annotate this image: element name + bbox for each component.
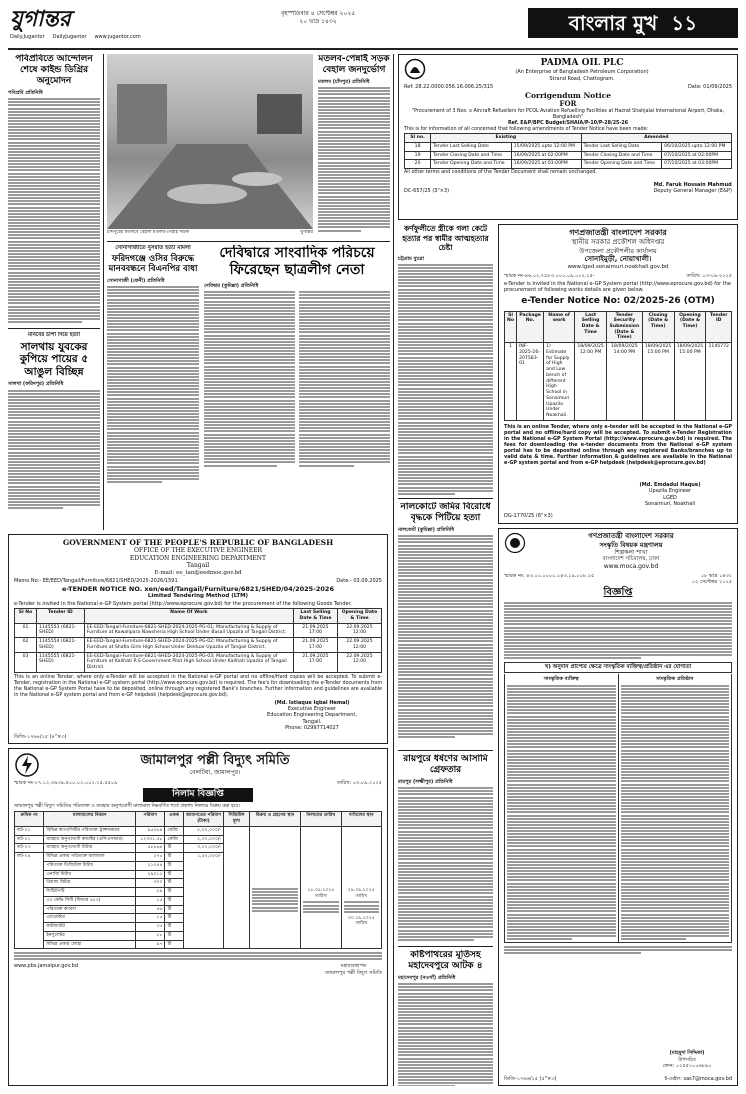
place: সোনাইমুড়ী, নোয়াখালী। — [584, 254, 652, 263]
column-rule — [103, 54, 104, 530]
memo-no: স্মারক নং: ৪৩.০০.০০০০.১৪৩.১৯.০০৮.২৫ — [504, 572, 595, 579]
signatory-dept: LGED — [663, 494, 677, 501]
cell: 22.09.2025 12:00 — [337, 652, 381, 672]
cell: বিভিন্ন প্রকার লোহা — [44, 940, 136, 949]
notice-heading: Corrigendum Notice — [525, 91, 611, 100]
table-row — [405, 142, 732, 151]
memo-no: স্মারক নং-৪৬.০২.৭৫৮৩.০০০.০৯.০০২.২৫- — [504, 272, 595, 279]
notice-desc: "Procurement of 3 Nos. x Aircraft Refuellers for PCOL Aviation Refuelling Facilities at Hazrat Shahjalal International Airport, Dhaka, Bangladesh" — [411, 109, 725, 121]
facebook-handle[interactable]: Daily.Jugantor — [10, 34, 45, 40]
intro: e-Tender is invited in the National e-GP System portal (http://www.eprocure.gov.bd) for the procurement of the following Goods Tender. — [14, 601, 352, 607]
col-header: Name of work — [544, 311, 575, 343]
headline: রায়পুরে ধর্ষণের আসামি গ্রেফতার — [403, 754, 488, 775]
body-text: This is an online Tender, where only e-tender will be accepted in the National e-GP portal and no offline/hard copy will be accepted. To submit e-Tender Registration in the National e-GP System Portal (http://www.eprocure.gov.bd) is required. The fees for downloading the e-tender documents from the National e-GP system portal has to be deposited online through any registered Banks/branches up to valid date & time. Further information & guidelines are available in the National e-GP system portal and from e-GP helpdesk (helpdesk@eprocure.gov.bd) — [504, 423, 732, 467]
col-header: Existing — [431, 134, 581, 143]
gov-emblem-icon — [504, 532, 526, 554]
signatory-name: Md. Faruk Hossain Mahmud — [653, 181, 732, 188]
ad-eed-tangail — [8, 534, 388, 744]
col-header: ক্রমিক নং — [15, 812, 44, 826]
cell: ৭৯০১১ — [136, 870, 165, 879]
notes-text — [504, 946, 732, 954]
article-raipur — [398, 754, 493, 944]
website-link[interactable]: www.pbs.jamalpur.gov.bd — [14, 963, 78, 970]
table-row — [405, 160, 732, 169]
article-saltha — [8, 332, 100, 532]
cell: Tender Last Selling Date — [431, 142, 512, 151]
cell: 21.09.2025 17:00 — [293, 652, 337, 672]
cell: ২,০০,০০০/- — [183, 835, 223, 844]
col-header: বিক্রয় ও গ্রহণের স্থান — [249, 812, 300, 826]
cell: ৯৫০৬৪ — [136, 826, 165, 835]
cell: ইনসুলেটর — [44, 931, 136, 940]
open-date: ৩০.০৯.২০২৫ তারিখ — [347, 915, 375, 927]
date-gregorian: বৃহস্পতিবার ৪ সেপ্টেম্বর ২০২৫ — [280, 10, 356, 17]
memo-date: তারিখ: ০৩.০৯.২০২৫ — [336, 780, 382, 786]
col-header: Tender Security Submission (Date & Time) — [607, 311, 643, 343]
cell: EE-EED-Tangail-Furniture-6821-SHED-2024-2025-PG-03; Manufacturing & Supply of Furniture at Kalihati R.S Government Pilot High School Under Kalihati Upazila of Tangail District. — [84, 652, 293, 672]
photo-caption: চাঁদপুরের মতলবে বেহাল মতলব-পেন্নাই সড়ক — [107, 230, 189, 235]
website[interactable]: www.lged.sonaimuri.noakhali.gov.bd — [567, 263, 669, 270]
table-row — [405, 151, 732, 160]
cell: টি — [165, 931, 183, 940]
notice-ref: Ref. E&P/BPC Budget/SHAIA/P-10/P-28/25-26 — [507, 121, 629, 127]
date-bangla: ২০ ভাদ্র ১৪৩২ — [299, 17, 337, 25]
email: ই-মেইল: sas7@moca.gov.bd — [664, 1075, 732, 1082]
table-row — [15, 623, 382, 637]
cell: ৯৭ — [136, 940, 165, 949]
cell: EE-EED-Tangail-Furniture-6821-SHED-2024-2025-PG-02; Manufacturing & Supply of Furniture at Shafia Girls High School Under Delduar Upazila of Tangail District. — [84, 638, 293, 652]
col-header: পরিমাণ — [136, 812, 165, 826]
cell: 1145555 (6821-SHED) — [37, 652, 85, 672]
col-header: একক — [165, 812, 183, 826]
cell: 16/09/2025 at 03:00PM — [511, 160, 581, 169]
col-header: সিডিউল মূল্য — [224, 812, 250, 826]
headline: কর্ণফুলীতে স্ত্রীকে গলা কেটে হত্যার পর স্বামীর আত্মহত্যার চেষ্টা — [402, 224, 489, 252]
cell: টি — [165, 853, 183, 862]
byline: পবিপ্রবি প্রতিনিধি — [8, 90, 43, 96]
cell: টি — [165, 896, 183, 905]
cell: ৩৩ কেভি সিটি (ফিডার ৪৮০) — [44, 896, 136, 905]
col-header: Opening (Date & Time) — [674, 311, 706, 343]
photo-caption-bar — [107, 230, 313, 238]
cell: ৮৮ — [136, 931, 165, 940]
signatory-org: জামালপুর পল্লী বিদ্যুৎ সমিতি — [325, 969, 382, 976]
cell: বিভিন্ন ক্যাপাসিটির পরিত্যক্ত ট্রান্সফরমার — [44, 826, 136, 835]
article-nalkot — [398, 502, 493, 748]
col-header: সাংস্কৃতিক ব্যক্তিত্ব — [543, 676, 579, 683]
photo-illustration — [107, 54, 313, 229]
col-header: নিলামের তারিখ — [301, 812, 341, 826]
signatory-place: Tangail. — [302, 718, 322, 725]
date-line — [248, 10, 388, 32]
dept-title: সংস্কৃতি বিষয়ক মন্ত্রণালয় — [599, 540, 663, 549]
signatory-title: Executive Engineer — [287, 706, 337, 712]
headline: পবিপ্রবিতে আন্দোলন শেষে কাইন্ড ডিগ্রির অনুমোদন — [15, 54, 93, 86]
cell: Tender Last Selling Date — [581, 142, 662, 151]
body-text — [398, 535, 493, 738]
byline: চট্টগ্রাম ব্যুরো — [398, 255, 425, 262]
cell: Tender Closing Date and Time — [581, 151, 662, 160]
byline: মতলব (চাঁদপুর) প্রতিনিধি — [318, 79, 370, 85]
masthead — [8, 6, 738, 46]
cell: 15/09/2025 upto 12:00 PM — [511, 142, 581, 151]
cell: ৫৬ — [136, 905, 165, 914]
phone: Phone: 02997714027 — [285, 724, 339, 731]
col-header: Sl No — [15, 609, 37, 623]
cell: 07/10/2025 at 03:00PM — [662, 160, 732, 169]
body-text: This is an online Tender, where only e-Tender will be accepted in the National e-GP portal and no offline/Hard copies will be accepted. To submit e-Tender, registration in the National e-GP system portal (http://www.eprocure.gov.bd) is required. The fee's for downloading the e-Tender documents from the National e-GP System Portal have to be deposited, online through any registered Bank's branches. Further information and guidelines are available in the National e-GP system portal and from e-GP helpdesk (helpdesk@eprocure.gov.bd). — [14, 674, 382, 698]
cell: টি — [165, 870, 183, 879]
byline: রায়পুর (লক্ষ্মীপুর) প্রতিনিধি — [398, 779, 453, 785]
ad-jamalpur-pbs — [8, 748, 388, 1086]
cell: 21.09.2025 17:00 — [293, 638, 337, 652]
signatory-place: Sonaimuri, Noakhali — [644, 500, 696, 507]
cell: ডিমান্ড মিটার — [44, 879, 136, 888]
cell — [341, 826, 381, 948]
cell: 01 — [15, 623, 37, 637]
notice-heading: নিলাম বিজ্ঞপ্তি — [143, 788, 253, 801]
signatory-name: (Md. Istiaque Iqbal Hemal) — [274, 699, 350, 706]
ad-culture-ministry — [498, 528, 738, 1086]
method: Limited Tendering Method (LTM) — [147, 593, 249, 600]
col-header: Name Of Work — [84, 609, 293, 623]
company-sub1: (An Enterprise of Bangladesh Petroleum Corporation) — [515, 69, 649, 76]
byline: মহাদেবপুর (নওগাঁ) প্রতিনিধি — [398, 975, 456, 981]
section-title: বাংলার মুখ — [568, 10, 658, 35]
cell: ৩০০ — [136, 879, 165, 888]
date-bangla: ১৮ ভাদ্র ১৪৩২ — [700, 572, 732, 579]
cell: 02 — [15, 638, 37, 652]
body-text — [8, 390, 100, 510]
org-sub: বেলটিয়া, জামালপুর। — [189, 769, 241, 777]
website[interactable]: www.moca.gov.bd — [603, 563, 659, 571]
column-rule — [393, 54, 394, 1086]
dept-title: স্থানীয় সরকার প্রকৌশল অধিদপ্তর — [571, 238, 665, 246]
cell: লট-০৪ — [15, 853, 44, 949]
corrigendum-table — [404, 133, 732, 169]
cell: লট-০৩ — [15, 844, 44, 853]
intro-text — [504, 602, 732, 660]
cell: 1145554 (6821-SHED) — [37, 638, 85, 652]
kicker: সোনাগাজীতে নুসরাত হত্যা মামলা — [115, 245, 191, 251]
headline: ফরিদগঞ্জে ওসির বিরুদ্ধে মানববন্ধনে বিএনপির বাধা — [108, 253, 198, 275]
cell: 07/10/2025 at 02:00PM — [662, 151, 732, 160]
cell: কেজি — [165, 826, 183, 835]
article-matlab — [318, 54, 390, 240]
cell: টি — [165, 844, 183, 853]
cell: ১৫ — [136, 896, 165, 905]
cell: 18/09/2025 15:00 PM — [642, 343, 674, 421]
dept-title: EDUCATION ENGINEERING DEPARTMENT — [129, 554, 267, 562]
cell: টি — [165, 861, 183, 870]
cell: 1 — [505, 343, 517, 421]
divider — [8, 328, 100, 329]
cell: 18/09/2025 15:00 PM — [674, 343, 706, 421]
notice-title: e-Tender Notice No: 02/2025-26 (OTM) — [521, 296, 715, 307]
section-title: খ) অনুদান প্রাপ্যের ক্ষেত্রে সাংস্কৃতিক ব্যক্তিত্ব/প্রতিষ্ঠান এর যোগ্যতা — [504, 662, 732, 673]
cell — [301, 826, 341, 948]
padma-logo-icon — [404, 58, 426, 80]
cell: Tender Opening Date and Time — [431, 160, 512, 169]
cell: ব্যবহার অনুপযোগী মিটার — [44, 844, 136, 853]
dg-code: ডিজি-১৭৬৮/২৫ (৪"×৩) — [14, 733, 67, 740]
signatory-title: Upazila Engineer — [648, 488, 692, 495]
cell: 03 — [15, 652, 37, 672]
email: E-mail: ee_tan@eedmoe.gov.bd — [154, 569, 242, 576]
masthead-logo: যুগান্তর — [10, 6, 71, 32]
dg-code: ডিজি-১৭৬৬/২৫ (৫"×৩) — [504, 1075, 557, 1082]
body-text — [398, 787, 493, 941]
cell: টি — [165, 888, 183, 897]
notice-for: FOR — [559, 99, 577, 109]
body-text-col2 — [299, 291, 390, 466]
col-header: জামানতের পরিমাণ (টাকা) — [183, 812, 223, 826]
cell: বিভিন্ন প্রকার পরিত্যক্ত মালামাল — [44, 853, 136, 862]
photo-credit: যুগান্তর — [300, 230, 313, 235]
col-header: Tender ID — [706, 311, 732, 343]
notice-no: e-TENDER NOTICE NO. xen/eed/Tangail/Furniture/6821/SHED/04/2025-2026 — [62, 585, 334, 593]
ref-date: Date: 01/09/2025 — [687, 83, 732, 90]
memo-date: তারিখ: ০৩-০৯-২০২৫ — [686, 272, 732, 279]
cell: এনার্জি মিটার — [44, 870, 136, 879]
cell: Tender Opening Date and Time — [581, 160, 662, 169]
cell: 1) Estimate for Supply of High and Low bench of different High School in Sonaimuri Upazila Under Noakhali. — [544, 343, 575, 421]
cell: 18/09/2025 14:00 PM — [607, 343, 643, 421]
cell: লট-০২ — [15, 835, 44, 844]
office-title: OFFICE OF THE EXECUTIVE ENGINEER — [134, 547, 262, 555]
byline: নালকোট (কুমিল্লা) প্রতিনিধি — [398, 527, 455, 533]
cell: কাটআউট — [44, 923, 136, 932]
dg-code: DG-1770/25 (6"×3) — [504, 512, 553, 519]
masthead-rule — [8, 48, 738, 50]
col-header: Last Selling Date & Time — [293, 609, 337, 623]
cell: এ্যারেস্টার — [44, 914, 136, 923]
address: বাংলাদেশ সচিবালয়, ঢাকা — [602, 556, 660, 563]
cell: 16/09/2025 at 02:00PM — [511, 151, 581, 160]
cell: ব্যবহার অনুপযোগী কন্ডাক্টর (এসিএসআর) — [44, 835, 136, 844]
headline: কষ্টিপাথরের মূর্তিসহ মহাদেবপুরে আটক ৪ — [408, 950, 483, 971]
headline: সালথায় যুবকের কুপিয়ে পায়ের ৫ আঙুল বিচ্ছিন্ন — [19, 340, 89, 378]
gov-title: গণপ্রজাতন্ত্রী বাংলাদেশ সরকার — [569, 228, 667, 237]
cell: কেজি — [165, 835, 183, 844]
phone: ফোন: ০২৫৫১০০৬৮৯০ — [662, 1062, 712, 1069]
website-link[interactable]: www.jugantor.com — [94, 34, 141, 40]
cell: 18 — [405, 142, 431, 151]
intro: e-Tender is Invited in the National e-GP System portal (http://www.eprocure.gov.bd) for the procurement of following works details are given below. — [504, 280, 731, 293]
divider — [398, 946, 493, 947]
page-number: ১১ — [671, 10, 698, 35]
notice-heading: বিজ্ঞপ্তি — [603, 587, 633, 599]
auction-date: ২৮.০৯.২০২৫ তারিখ — [307, 887, 335, 899]
gov-title: GOVERNMENT OF THE PEOPLE'S REPUBLIC OF BANGLADESH — [62, 538, 334, 547]
cell: INF-2025-26-207583-01 — [517, 343, 544, 421]
org-title: জামালপুর পল্লী বিদ্যুৎ সমিতি — [140, 753, 290, 769]
col-header: Last Selling Date & Time — [575, 311, 607, 343]
ref-no: Ref: 28.22.0000.056.16.006.25/315 — [404, 83, 494, 90]
footer-text: All other terms and conditions of the Tender Document shall remain unchanged. — [404, 170, 597, 175]
cell: সিটি/পিটি — [44, 888, 136, 897]
pbs-logo-icon — [14, 752, 40, 778]
body-text — [8, 98, 100, 323]
dc-code: DC-657/25 (3"×3) — [404, 188, 450, 195]
cell: ২৯ — [136, 888, 165, 897]
divider — [398, 498, 493, 499]
signatory-title: উপসচিব — [678, 1056, 696, 1063]
body-text-col1 — [204, 291, 295, 466]
cell: 21.09.2025 17:00 — [293, 623, 337, 637]
section-banner — [528, 8, 738, 38]
intro: জামালপুর পল্লী বিদ্যুৎ সমিতির পরিত্যক্ত ও ব্যবহার অনুপযোগী মালামাল নিম্নবর্ণিত শর্তে প্রকাশ্য নিলামে বিক্রয় করা হবে। — [14, 803, 240, 809]
cell: ৩,০০,০০০/- — [183, 844, 223, 853]
cell: 18/09/2025 12:00 PM — [575, 343, 607, 421]
cell: ৫৮৮৬৪ — [136, 844, 165, 853]
cell: 20 — [405, 160, 431, 169]
cell: টি — [165, 914, 183, 923]
kicker: মানবের চাপা দিয়ে হত্যা — [28, 332, 80, 338]
article-debidwar — [204, 245, 390, 530]
cell — [224, 826, 250, 948]
terms-text — [14, 952, 382, 960]
ad-lged-sonaimuri — [498, 224, 738, 524]
info-text: This is for information of all concerned that following amendments of Tender Notice have been made: — [404, 127, 649, 133]
article-karnaphuli — [398, 224, 493, 496]
criteria-list — [621, 685, 730, 941]
tender-table — [14, 608, 382, 673]
col-header: Tender ID — [37, 609, 85, 623]
cell: 1145772 — [706, 343, 732, 421]
col-header: দাখিলের স্থান — [341, 812, 381, 826]
headline: নালকোটে জমির বিরোধে বৃদ্ধকে পিটিয়ে হত্যা — [400, 502, 491, 523]
byline: সোনাগাজী (ফেনী) প্রতিনিধি — [107, 277, 165, 284]
body-text — [107, 286, 199, 483]
branch: শিল্পকলা শাখা — [614, 548, 648, 556]
cell: টি — [165, 940, 183, 949]
byline: সালথা (ফরিদপুর) প্রতিনিধি — [8, 381, 64, 388]
cell: টি — [165, 905, 183, 914]
article-mohadevpur — [398, 950, 493, 1086]
headline: মতলব-পেন্নাই সড়ক বেহাল জনদুর্ভোগ — [318, 54, 390, 75]
article-pabipraby — [8, 54, 100, 324]
date-gregorian: ০২ সেপ্টেম্বর ২০২৫ — [691, 579, 732, 585]
company-sub2: Strand Road, Chattogram. — [549, 75, 615, 82]
article-sonagazi — [107, 245, 199, 530]
cell: ২৫ — [136, 914, 165, 923]
twitter-handle[interactable]: DailyJugantor — [52, 34, 87, 40]
body-text — [398, 983, 493, 1086]
cell: Tender Closing Date and Time — [431, 151, 512, 160]
cell: ১,৫০,০০০/- — [183, 853, 223, 949]
col-header: Closing (Date & Time) — [642, 311, 674, 343]
col-header: Sl no. — [405, 134, 431, 143]
col-header: সাংস্কৃতিক প্রতিষ্ঠান — [655, 676, 694, 683]
signatory-dept: Education Engineering Department, — [267, 712, 357, 719]
memo-no: Memo No:- EE/EED/Tangail/Furniture/6821/SHED/2025-2026/1591 — [14, 577, 178, 584]
auction-table — [14, 811, 382, 949]
company-title: PADMA OIL PLC — [540, 58, 624, 68]
cell: ২১০৪৪ — [136, 861, 165, 870]
cell: ৩৫ — [136, 923, 165, 932]
table-row — [15, 826, 382, 835]
table-row — [15, 638, 382, 652]
byline: দেবিদ্বার (কুমিল্লা) প্রতিনিধি — [204, 283, 259, 289]
cell: ৫,০০,০০০/- — [183, 826, 223, 835]
cell: পরিত্যক্ত ডিজিটাল মিটার — [44, 861, 136, 870]
ad-padma-oil — [398, 54, 738, 220]
table-row — [505, 343, 732, 421]
signatory-name: (মাহমুদা সিদ্দিকা) — [669, 1050, 705, 1057]
criteria-list — [507, 685, 616, 941]
cell: লট-০১ — [15, 826, 44, 835]
tender-table — [504, 311, 732, 421]
memo-no: স্মারক নং-২৭.১২.৩৯৩৯.৫০০.০২.০০২.২৫.৫৫০৯ — [14, 780, 118, 786]
divider — [398, 750, 493, 751]
submit-date: ২৯.০৯.২০২৫ তারিখ — [347, 887, 375, 899]
cell: টি — [165, 879, 183, 888]
signatory-name: (Md. Emdadul Haque) — [639, 482, 701, 488]
cell: 19 — [405, 151, 431, 160]
col-header: Package No. — [517, 311, 544, 343]
cell: ২৭৫ — [136, 853, 165, 862]
cell: টি — [165, 923, 183, 932]
cell: EE-EED-Tangail-Furniture-6821-SHED-2024-2025-PG-01; Manufacturing & Supply of Furniture at Kawalipara Nawsheria High School Under Basail Upazila of Tangail District. — [84, 623, 293, 637]
col-header: Opening Date & Time — [337, 609, 381, 623]
divider — [107, 241, 390, 242]
cell: 22.09.2025 12:00 — [337, 638, 381, 652]
cell: 22.09.2025 12:00 — [337, 623, 381, 637]
signatory-title: Deputy General Manager (E&P) — [653, 188, 732, 195]
office-title: উপজেলা প্রকৌশলীর কার্যালয় — [579, 246, 657, 255]
body-text — [398, 264, 493, 495]
memo-date: Date:- 03.09.2025 — [336, 577, 382, 584]
body-text — [318, 87, 390, 231]
headline: দেবিদ্বারে সাংবাদিক পরিচয়ে ফিরেছেন ছাত্রলীগ নেতা — [219, 245, 375, 278]
col-header: Sl No — [505, 311, 517, 343]
table-row — [15, 652, 382, 672]
road-photo — [107, 54, 313, 229]
cell: 1145553 (6821-SHED) — [37, 623, 85, 637]
cell: 06/10/2025 upto 12:00 PM — [662, 142, 732, 151]
col-header: Amended — [581, 134, 731, 143]
place: Tangail — [186, 562, 210, 570]
cell: ১২৩৩১.৫৮ — [136, 835, 165, 844]
signatory-title: মহাব্যবস্থাপক — [340, 963, 367, 970]
col-header: মালামালের বিবরণ — [44, 812, 136, 826]
cell: পরিত্যক্ত ক্যাবল — [44, 905, 136, 914]
social-bar — [10, 34, 240, 43]
cell — [249, 826, 300, 948]
gov-title: গণপ্রজাতন্ত্রী বাংলাদেশ সরকার — [588, 532, 674, 540]
